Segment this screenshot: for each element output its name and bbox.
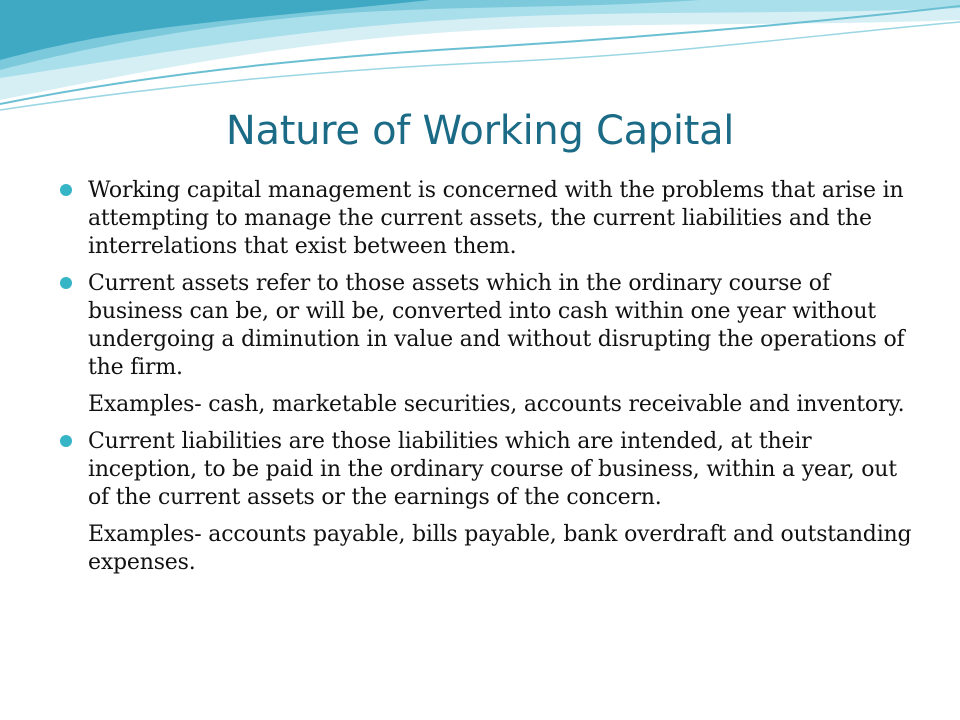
bullet-text: Current assets refer to those assets which in the ordinary course of business can be, or will be, converted into cash within one year without undergoing a diminution in value and without disrupting the operations of the firm.	[88, 271, 905, 380]
slide-body	[60, 177, 920, 586]
bullet-item	[60, 177, 920, 261]
header-wave-decoration	[0, 0, 960, 120]
slide-title: Nature of Working Capital	[225, 108, 735, 154]
bullet-icon	[60, 435, 72, 447]
bullet-text: Current liabilities are those liabilities which are intended, at their inception, to be paid in the ordinary course of business, within a year, out of the current assets or the earnings of the concern.	[88, 429, 897, 510]
continuation-text: Examples- accounts payable, bills payable, bank overdraft and outstanding expenses.	[88, 522, 912, 575]
bullet-item	[60, 270, 920, 382]
continuation-paragraph	[60, 521, 920, 577]
bullet-icon	[60, 184, 72, 196]
bullet-text: Working capital management is concerned with the problems that arise in attempting to manage the current assets, the current liabilities and the interrelations that exist between them.	[88, 178, 904, 259]
bullet-item	[60, 428, 920, 512]
continuation-paragraph	[60, 391, 920, 419]
continuation-text: Examples- cash, marketable securities, accounts receivable and inventory.	[88, 392, 905, 417]
bullet-icon	[60, 277, 72, 289]
